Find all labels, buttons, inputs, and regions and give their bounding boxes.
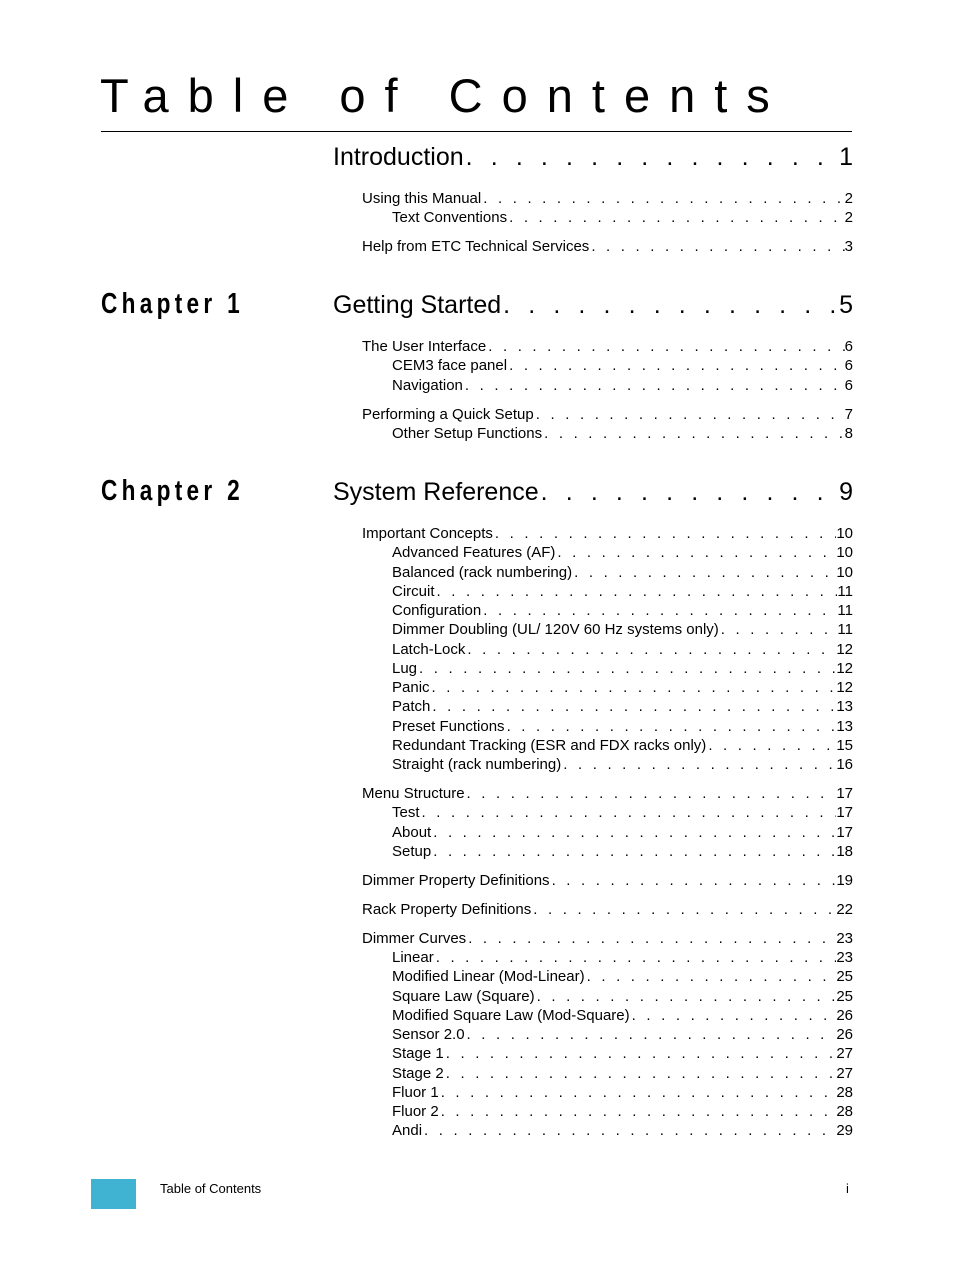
toc-entry[interactable]	[392, 756, 853, 773]
chapter-1-label: Chapter 1	[101, 288, 244, 320]
toc-entry-title: Redundant Tracking (ESR and FDX racks only)	[392, 737, 707, 754]
toc-page-number: 17	[836, 804, 853, 821]
toc-entry-title: Configuration	[392, 602, 482, 619]
toc-page-number: 12	[836, 641, 853, 658]
toc-entry[interactable]	[362, 872, 853, 889]
toc-page-number: 10	[836, 525, 853, 542]
toc-entry-title: Rack Property Definitions	[362, 901, 532, 918]
toc-entry[interactable]	[392, 425, 853, 442]
toc-chapter-title: Getting Started	[333, 291, 502, 319]
toc-page-number: 13	[836, 718, 853, 735]
toc-leader-dots	[493, 525, 836, 542]
toc-leader-dots	[542, 425, 845, 442]
toc-leader-dots	[561, 756, 836, 773]
toc-chapter-title: Introduction	[333, 143, 464, 171]
toc-entry-title: Navigation	[392, 377, 463, 394]
toc-entry-title: Latch-Lock	[392, 641, 466, 658]
toc-page-number: 9	[839, 478, 853, 506]
toc-entry[interactable]	[392, 843, 853, 860]
toc-leader-dots	[481, 602, 837, 619]
toc-entry-title: Panic	[392, 679, 430, 696]
toc-leader-dots	[465, 1026, 837, 1043]
toc-page-number: 13	[836, 698, 853, 715]
toc-leader-dots	[431, 824, 836, 841]
toc-page-number: 7	[844, 406, 853, 423]
toc-entry-title: Using this Manual	[362, 190, 482, 207]
toc-leader-dots	[531, 901, 836, 918]
toc-entry[interactable]	[392, 564, 853, 581]
toc-entry[interactable]	[392, 968, 853, 985]
toc-entry-title: About	[392, 824, 432, 841]
toc-entry[interactable]	[392, 660, 853, 677]
toc-page-number: 5	[839, 291, 853, 319]
toc-leader-dots	[420, 804, 837, 821]
chapter-2-label: Chapter 2	[101, 475, 244, 507]
toc-entry[interactable]	[392, 641, 853, 658]
toc-chapter-getting-started[interactable]	[333, 291, 853, 320]
toc-page-number: 17	[836, 824, 853, 841]
toc-page-number: 15	[836, 737, 853, 754]
toc-leader-dots	[501, 291, 839, 320]
toc-leader-dots	[539, 478, 839, 507]
toc-entry-title: Dimmer Curves	[362, 930, 467, 947]
toc-entry-title: Other Setup Functions	[392, 425, 543, 442]
toc-entry[interactable]	[392, 1122, 853, 1139]
toc-page-number: 11	[837, 621, 853, 638]
toc-page-number: 25	[836, 988, 853, 1005]
toc-entry-title: Advanced Features (AF)	[392, 544, 556, 561]
toc-entry-title: Fluor 2	[392, 1103, 439, 1120]
footer-title: Table of Contents	[160, 1181, 262, 1196]
toc-leader-dots	[507, 209, 845, 226]
toc-leader-dots	[585, 968, 837, 985]
toc-chapter-introduction[interactable]	[333, 143, 853, 172]
toc-entry[interactable]	[362, 785, 853, 802]
toc-page-number: 2	[844, 190, 853, 207]
toc-entry-title: Square Law (Square)	[392, 988, 535, 1005]
toc-page-number: 11	[837, 583, 853, 600]
footer-page-number: i	[846, 1181, 849, 1196]
toc-page-number: 2	[844, 209, 853, 226]
toc-leader-dots	[465, 641, 836, 658]
toc-entry-title: Help from ETC Technical Services	[362, 238, 590, 255]
toc-entry[interactable]	[392, 621, 853, 638]
toc-leader-dots	[507, 357, 845, 374]
toc-leader-dots	[589, 238, 844, 255]
toc-leader-dots	[431, 843, 836, 860]
toc-chapter-title: System Reference	[333, 478, 539, 506]
toc-leader-dots	[555, 544, 836, 561]
footer-accent-block	[91, 1179, 136, 1209]
toc-entry[interactable]	[392, 824, 853, 841]
title-rule	[101, 131, 852, 132]
toc-page-number: 28	[836, 1084, 853, 1101]
toc-entry-title: Menu Structure	[362, 785, 465, 802]
toc-entry[interactable]	[392, 1045, 853, 1062]
toc-entry-title: CEM3 face panel	[392, 357, 508, 374]
toc-page-number: 6	[844, 338, 853, 355]
toc-leader-dots	[550, 872, 837, 889]
toc-entry[interactable]	[392, 698, 853, 715]
toc-page-number: 16	[836, 756, 853, 773]
toc-entry[interactable]	[392, 1026, 853, 1043]
toc-entry[interactable]	[362, 190, 853, 207]
toc-entry[interactable]	[392, 1065, 853, 1082]
toc-entry-title: Performing a Quick Setup	[362, 406, 534, 423]
toc-entry-title: The User Interface	[362, 338, 487, 355]
toc-entry-title: Balanced (rack numbering)	[392, 564, 573, 581]
toc-page-number: 1	[839, 143, 853, 171]
toc-entry-title: Fluor 1	[392, 1084, 439, 1101]
toc-entry[interactable]	[362, 930, 853, 947]
toc-entry[interactable]	[392, 737, 853, 754]
toc-leader-dots	[486, 338, 844, 355]
toc-leader-dots	[706, 737, 836, 754]
toc-entry[interactable]	[392, 804, 853, 821]
toc-entry-title: Modified Linear (Mod-Linear)	[392, 968, 585, 985]
toc-leader-dots	[466, 930, 836, 947]
toc-chapter-system-reference[interactable]	[333, 478, 853, 507]
toc-leader-dots	[465, 785, 837, 802]
toc-entry-title: Dimmer Doubling (UL/ 120V 60 Hz systems only)	[392, 621, 719, 638]
toc-leader-dots	[464, 143, 839, 172]
toc-page-number: 18	[836, 843, 853, 860]
page-title: Table of Contents	[100, 69, 789, 122]
toc-leader-dots	[572, 564, 836, 581]
toc-entry[interactable]	[362, 901, 853, 918]
toc-entry-title: Setup	[392, 843, 432, 860]
toc-leader-dots	[444, 1065, 837, 1082]
toc-leader-dots	[435, 583, 838, 600]
toc-entry-title: Straight (rack numbering)	[392, 756, 562, 773]
toc-entry-title: Sensor 2.0	[392, 1026, 465, 1043]
toc-page-number: 26	[836, 1007, 853, 1024]
toc-page-number: 23	[836, 949, 853, 966]
toc-page-number: 27	[836, 1045, 853, 1062]
toc-leader-dots	[630, 1007, 837, 1024]
toc-page-number: 3	[844, 238, 853, 255]
toc-page-number: 17	[836, 785, 853, 802]
toc-entry-title: Test	[392, 804, 420, 821]
toc-page-number: 10	[836, 544, 853, 561]
toc-entry-title: Modified Square Law (Mod-Square)	[392, 1007, 630, 1024]
toc-entry[interactable]	[362, 338, 853, 355]
toc-entry[interactable]	[362, 406, 853, 423]
toc-leader-dots	[534, 406, 845, 423]
toc-leader-dots	[719, 621, 838, 638]
toc-page-number: 12	[836, 660, 853, 677]
toc-page-number: 11	[837, 602, 853, 619]
toc-leader-dots	[439, 1084, 837, 1101]
toc-leader-dots	[430, 698, 836, 715]
toc-page-number: 29	[836, 1122, 853, 1139]
toc-entry[interactable]	[392, 949, 853, 966]
toc-entry[interactable]	[392, 718, 853, 735]
toc-entry-title: Andi	[392, 1122, 423, 1139]
toc-entry-title: Circuit	[392, 583, 435, 600]
toc-page-number: 25	[836, 968, 853, 985]
toc-leader-dots	[430, 679, 837, 696]
toc-entry-title: Text Conventions	[392, 209, 508, 226]
toc-entry-title: Important Concepts	[362, 525, 493, 542]
toc-entry[interactable]	[362, 525, 853, 542]
toc-page-number: 8	[844, 425, 853, 442]
toc-page-number: 28	[836, 1103, 853, 1120]
toc-leader-dots	[417, 660, 836, 677]
toc-page-number: 12	[836, 679, 853, 696]
toc-entry[interactable]	[392, 583, 853, 600]
toc-entry[interactable]	[392, 1084, 853, 1101]
toc-entry[interactable]	[362, 238, 853, 255]
toc-leader-dots	[434, 949, 837, 966]
toc-leader-dots	[505, 718, 837, 735]
toc-entry[interactable]	[392, 988, 853, 1005]
toc-page-number: 6	[844, 357, 853, 374]
toc-entry[interactable]	[392, 377, 853, 394]
toc-entry-title: Preset Functions	[392, 718, 505, 735]
toc-page-number: 26	[836, 1026, 853, 1043]
toc-entry-title: Linear	[392, 949, 434, 966]
toc-leader-dots	[481, 190, 844, 207]
toc-leader-dots	[422, 1122, 836, 1139]
toc-entry-title: Patch	[392, 698, 431, 715]
toc-entry-title: Dimmer Property Definitions	[362, 872, 550, 889]
toc-page-number: 6	[844, 377, 853, 394]
toc-entry[interactable]	[392, 679, 853, 696]
toc-page-number: 10	[836, 564, 853, 581]
toc-leader-dots	[439, 1103, 837, 1120]
toc-leader-dots	[535, 988, 837, 1005]
toc-leader-dots	[463, 377, 845, 394]
toc-page-number: 23	[836, 930, 853, 947]
toc-entry[interactable]	[392, 544, 853, 561]
toc-entry[interactable]	[392, 357, 853, 374]
toc-entry[interactable]	[392, 1103, 853, 1120]
toc-entry[interactable]	[392, 209, 853, 226]
toc-entry-title: Stage 2	[392, 1065, 444, 1082]
toc-entry[interactable]	[392, 602, 853, 619]
toc-page-number: 22	[836, 901, 853, 918]
toc-entry-title: Stage 1	[392, 1045, 444, 1062]
toc-page-number: 27	[836, 1065, 853, 1082]
toc-entry[interactable]	[392, 1007, 853, 1024]
toc-page-number: 19	[836, 872, 853, 889]
toc-leader-dots	[444, 1045, 837, 1062]
toc-entry-title: Lug	[392, 660, 418, 677]
